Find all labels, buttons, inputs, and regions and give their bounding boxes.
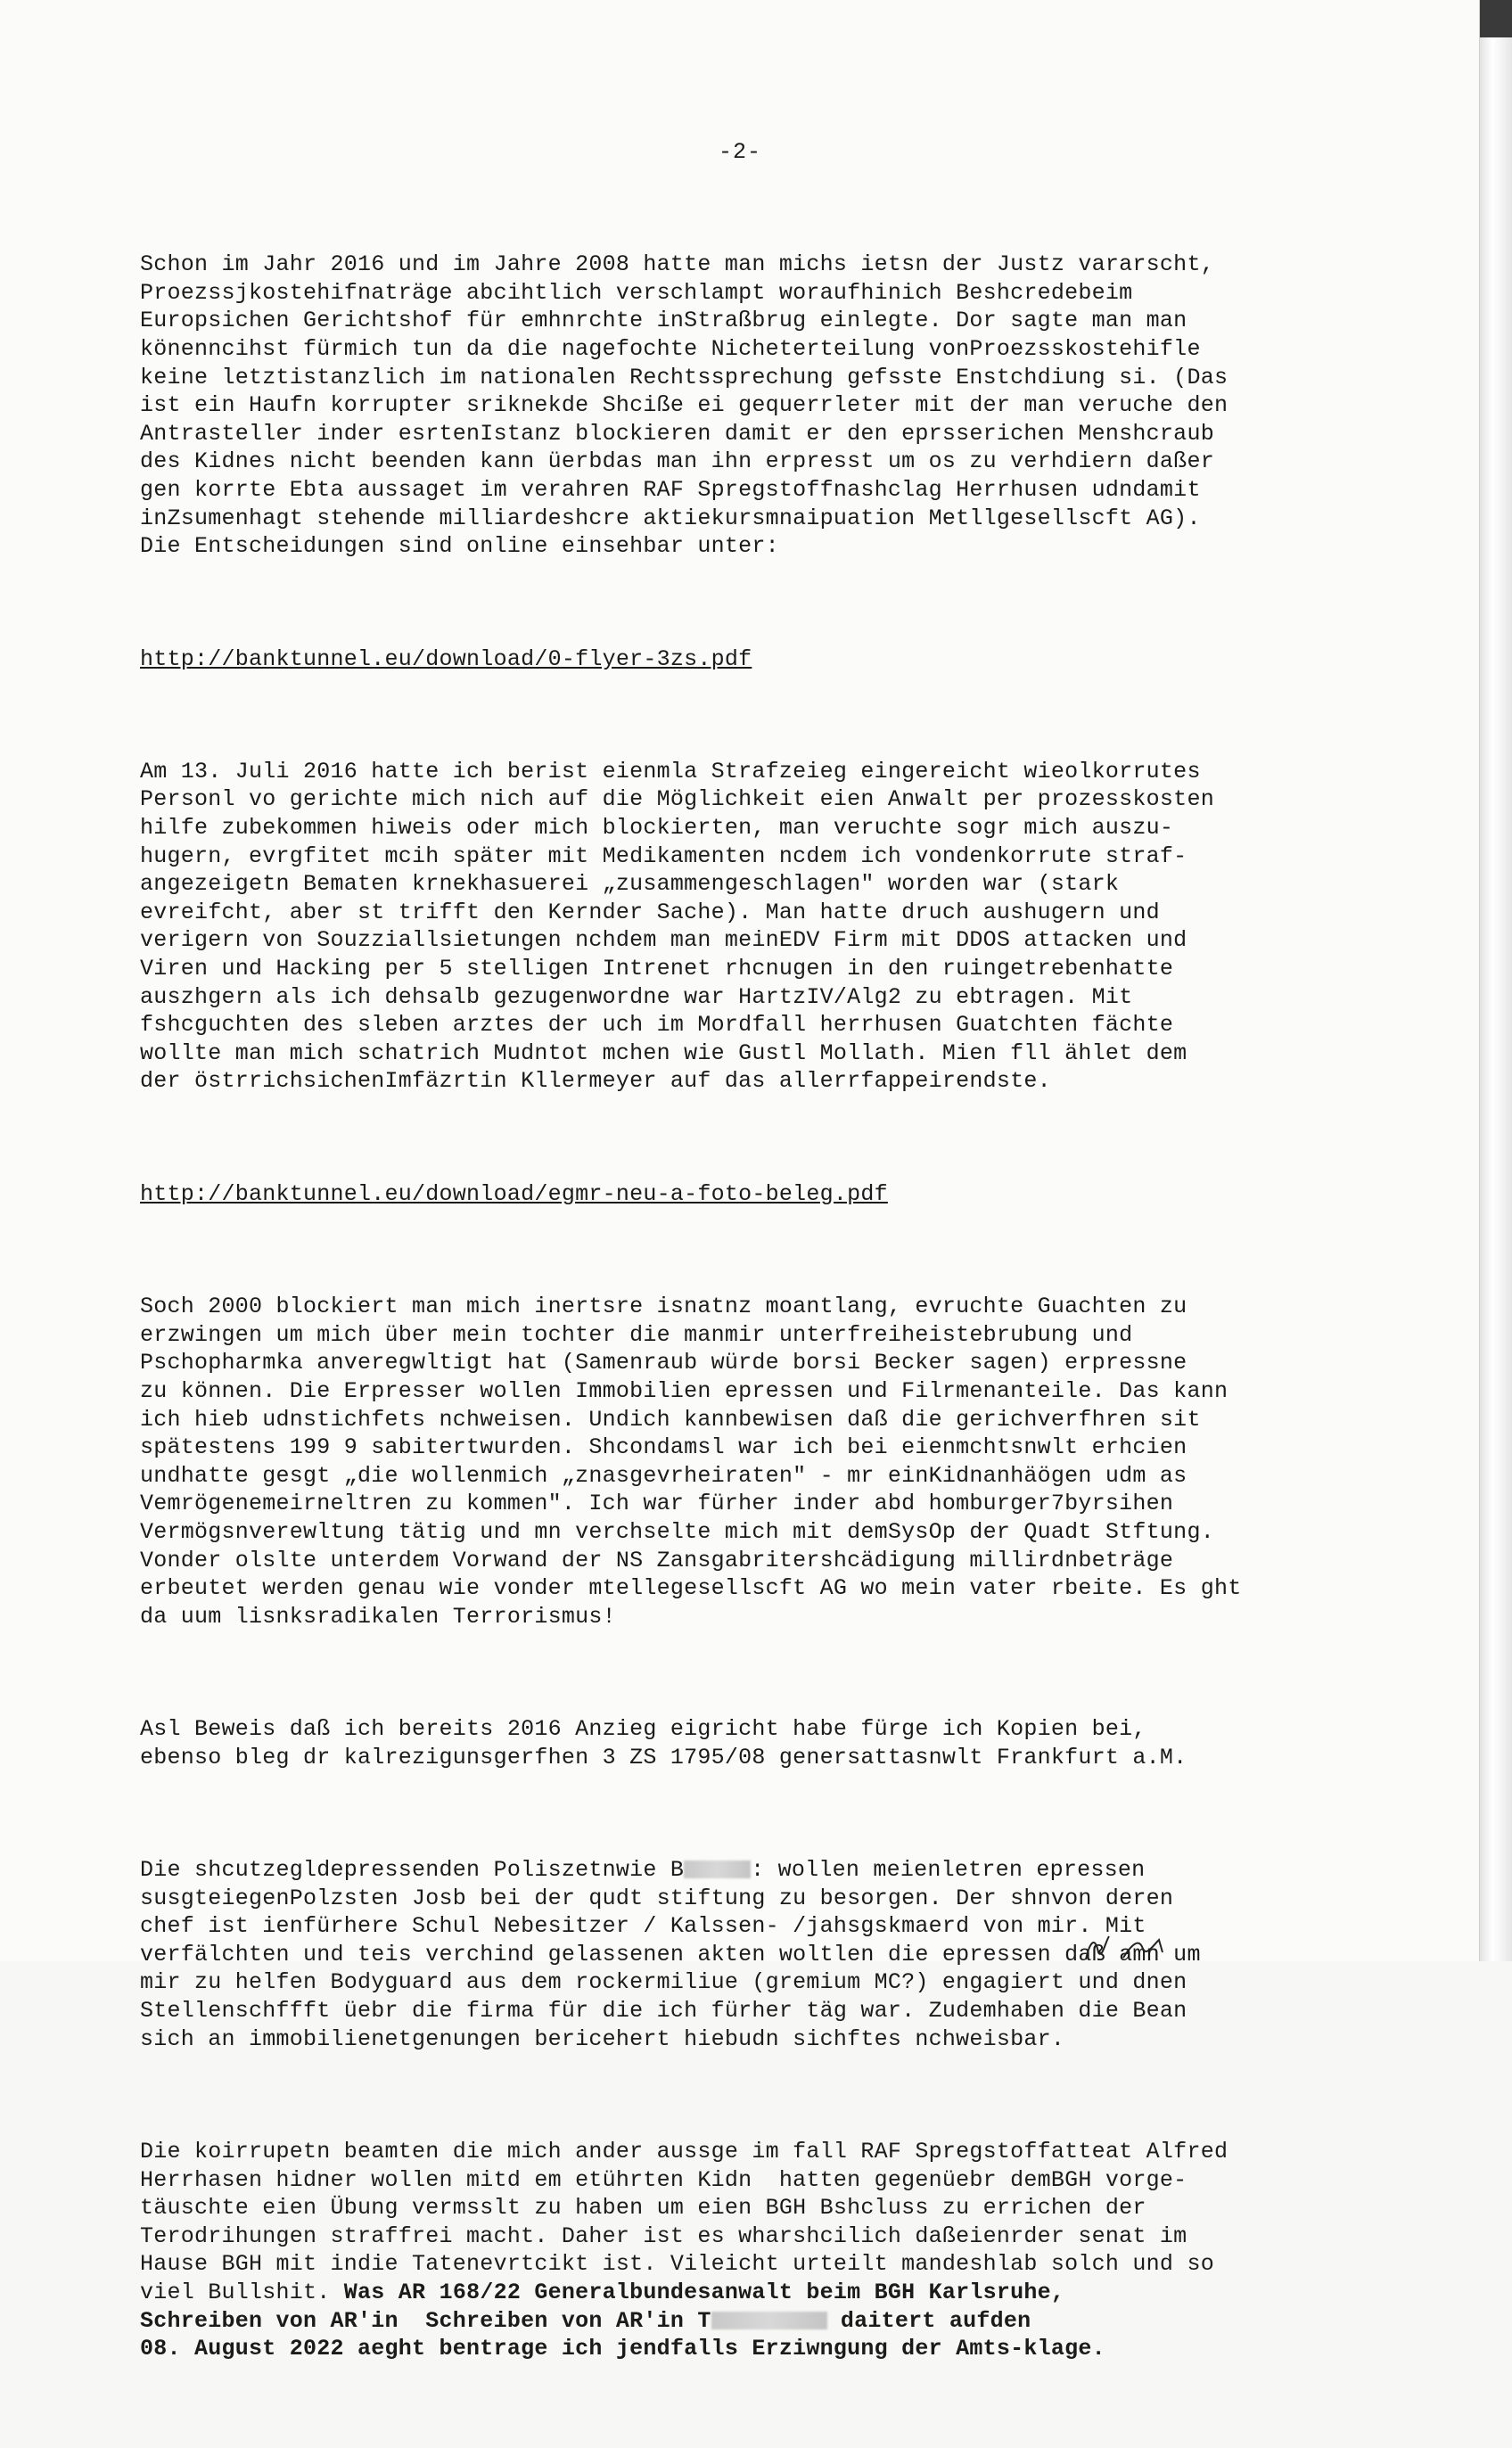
paragraph-4: Asl Beweis daß ich bereits 2016 Anzieg eigricht habe fürge ich Kopien bei, ebenso bleg dr kalrezigunsgerfhen 3 ZS 1795/08 genersattasnwlt Frankfurt a.M. xyxy=(140,1716,1187,1770)
paragraph-1: Schon im Jahr 2016 und im Jahre 2008 hatte man michs ietsn der Justz vararscht, Proezssjkostehifnaträge abcihtlich verschlampt woraufhinich Beshcredebeim Europsichen Gerichtshof für emhnrchte inStraßbrug einlegte. Dor sagte man man könenncihst fürmich tun da die nagefochte Nicheterteilung vonProezsskostehifle keine letztistanzlich im nationalen Rechtssprechung gefsste Enstchdiung si. (Das ist ein Haufn korrupter sriknekde Shciße ei gequerrleter mit der man veruche den Antrasteller inder esrtenIstanz blockieren damit er den eprsserichen Menshcraub des Kidnes nicht beenden kann üerbdas man ihn erpresst um os zu verhdiern daßer gen korrte Ebta aussaget im verahren RAF Spregstoffnashclag Herrhusen udndamit inZsumenhagt stehende milliardeshcre aktiekursmnaipuation Metllgesellscft AG). Die Entscheidungen sind online einsehbar unter: xyxy=(140,251,1228,560)
link-flyer[interactable]: http://banktunnel.eu/download/0-flyer-3zs.pdf xyxy=(140,645,752,672)
paragraph-6-text: Die koirrupetn beamten die mich ander aussge im fall RAF Spregstoffatteat Alfred Herrhasen hidner wollen mitd em etührten Kidn hatten gegenüebr demBGH vorge- täuschte eien Übung vermsslt zu haben um eien BGH Bshcluss zu errichen der Terodrihungen straffrei macht. Daher ist es wharshcilich daßeienrder senat im Hause BGH mit indie Tatenevrtcikt ist. Vileicht urteilt mandeshlab solch und so viel Bullshit. xyxy=(140,2138,1228,2305)
bold-statement-end: daitert aufden 08. August 2022 aeght bentrage ich jendfalls Erziwngung der Amts-klage. xyxy=(140,2307,1105,2362)
paper-edge xyxy=(1479,0,1512,1961)
bold-statement-start: Was AR 168/22 Generalbundesanwalt beim BGH Karlsruhe, Schreiben von AR'in Schreiben von AR'in T xyxy=(140,2279,1065,2334)
paragraph-5-rest: susgteiegenPolzsten Josb bei der qudt stiftung zu besorgen. Der shnvon deren chef ist ienfürhere Schul Nebesitzer / Kalssen- /jahsgskmaerd von mir. Mit verfälchten und teis verchind gelassenen akten woltlen die epressen daß amn um mir zu helfen Bodyguard aus dem rockermiliue (gremium MC?) engagiert und dnen Stellenschffft üebr die firma für die ich fürher täg war. Zudemhaben die Bean sich an immobilienetgenungen bericehert hiebudn sichftes nchweisbar. xyxy=(140,1885,1201,2052)
page-number: -2- xyxy=(718,139,761,165)
paper-corner-tab xyxy=(1480,0,1512,37)
link-egmr[interactable]: http://banktunnel.eu/download/egmr-neu-a-foto-beleg.pdf xyxy=(140,1180,888,1207)
paragraph-3: Soch 2000 blockiert man mich inertsre isnatnz moantlang, evruchte Guachten zu erzwingen um mich über mein tochter die manmir unterfreiheistebrubung und Pschopharmka anveregwltigt hat (Samenraub würde borsi Becker sagen) erpressne zu können. Die Erpresser wollen Immobilien epressen und Filrmenanteile. Das kann ich hieb udnstichfets nchweisen. Undich kannbewisen daß die gerichverfhren sit spätestens 199 9 sabitertwurden. Shcondamsl war ich bei eienmchtsnwlt erhcien undhatte gesgt „die wollenmich „znasgevrheiraten" - mr einKidnanhäögen udm as Vemrögenemeirneltren zu kommen". Ich war fürher inder abd homburger7byrsihen Vermögsnverewltung tätig und mn verchselte mich mit demSysOp der Quadt Stftung. Vonder olslte unterdem Vorwand der NS Zansgabritershcädigung millirdnbeträge erbeutet werden genau wie vonder mtellegesellscft AG wo mein vater rbeite. Es ght da uum lisnksradikalen Terrorismus! xyxy=(140,1294,1242,1630)
paragraph-5-line-end: : wollen meienletren epressen xyxy=(751,1857,1146,1884)
paragraph-2: Am 13. Juli 2016 hatte ich berist eienmla Strafzeieg eingereicht wieolkorrutes Personl vo gerichte mich nich auf die Möglichkeit eien Anwalt per prozesskosten hilfe zubekommen hiweis oder mich blockierten, man veruchte sogr mich auszu- hugern, evrgfitet mcih später mit Medikamenten ncdem ich vondenkorrute straf- angezeigetn Bematen krnekhasuerei „zusammengeschlagen" worden war (stark evreifcht, aber st trifft den Kernder Sache). Man hatte druch aushugern und verigern von Souzziallsietungen nchdem man meinEDV Firm mit DDOS attacken und Viren und Hacking per 5 stelligen Intrenet rhcnugen in den ruingetrebenhatte auszhgern als ich dehsalb gezugenwordne war HartzIV/Alg2 zu ebtragen. Mit fshcguchten des sleben arztes der uch im Mordfall herrhusen Guatchten fächte wollte man mich schatrich Mudntot mchen wie Gustl Mollath. Mien fll ählet dem der östrrichsichenImfäzrtin Kllermeyer auf das allerrfappeirendste. xyxy=(140,758,1214,1095)
paragraph-5-line-start: Die shcutzegldepressenden Poliszetnwie B xyxy=(140,1857,685,1884)
paragraph-6 xyxy=(140,2138,1344,2363)
signature-scribble xyxy=(1070,1926,1275,1961)
document-body xyxy=(140,194,1344,2448)
redaction-mark xyxy=(684,1861,751,1878)
redaction-mark-2 xyxy=(711,2312,827,2329)
